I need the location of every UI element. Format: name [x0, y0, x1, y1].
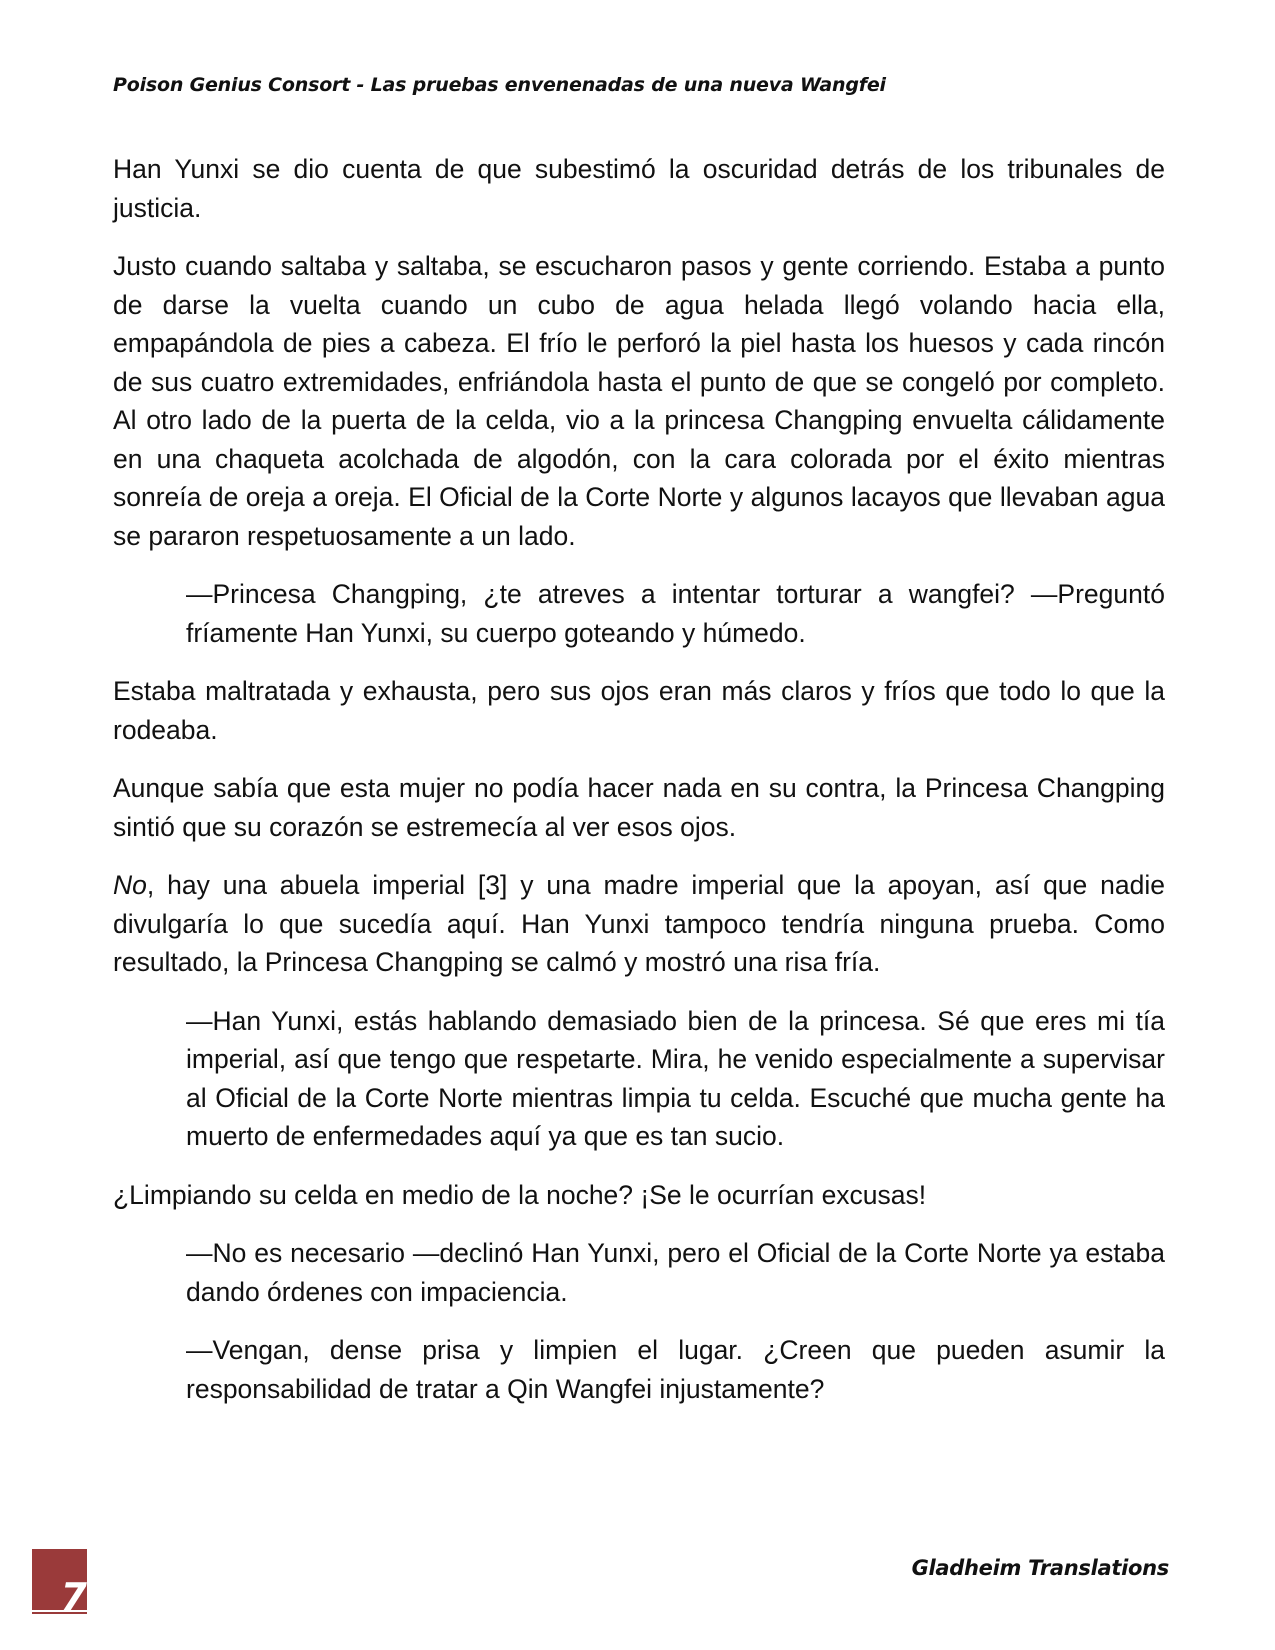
page-number-box	[32, 1549, 87, 1610]
paragraph: ¿Limpiando su celda en medio de la noche? ¡Se le ocurrían excusas!	[113, 1179, 927, 1210]
footer-credit: Gladheim Translations	[911, 1556, 1169, 1580]
dialogue-paragraph: —Han Yunxi, estás hablando demasiado bien de la princesa. Sé que eres mi tía imperial, así que tengo que respetarte. Mira, he venido especialmente a supervisar al Oficial de la Corte Norte mientras limpia tu celda. Escuché que mucha gente ha muerto de enfermedades aquí ya que es tan sucio.	[186, 1005, 1165, 1151]
dialogue-paragraph: —Vengan, dense prisa y limpien el lugar. ¿Creen que pueden asumir la responsabilidad de tratar a Qin Wangfei injustamente?	[186, 1335, 1165, 1404]
paragraph: Aunque sabía que esta mujer no podía hacer nada en su contra, la Princesa Changping sintió que su corazón se estremecía al ver esos ojos.	[113, 773, 1165, 842]
paragraph: Estaba maltratada y exhausta, pero sus ojos eran más claros y fríos que todo lo que la rodeaba.	[113, 676, 1165, 745]
italic-word: No	[113, 870, 147, 900]
paragraph	[113, 866, 1165, 982]
paragraph: Han Yunxi se dio cuenta de que subestimó la oscuridad detrás de los tribunales de justicia.	[113, 154, 1165, 223]
page-number: 7	[60, 1575, 87, 1610]
running-header: Poison Genius Consort - Las pruebas envenenadas de una nueva Wangfei	[113, 74, 886, 96]
paragraph: Justo cuando saltaba y saltaba, se escucharon pasos y gente corriendo. Estaba a punto de darse la vuelta cuando un cubo de agua helada llegó volando hacia ella, empapándola de pies a cabeza. El frío le perforó la piel hasta los huesos y cada rincón de sus cuatro extremidades, enfriándola hasta el punto de que se congeló por completo. Al otro lado de la puerta de la celda, vio a la princesa Changping envuelta cálidamente en una chaqueta acolchada de algodón, con la cara colorada por el éxito mientras sonreía de oreja a oreja. El Oficial de la Corte Norte y algunos lacayos que llevaban agua se pararon respetuosamente a un lado.	[113, 251, 1165, 551]
dialogue-paragraph: —Princesa Changping, ¿te atreves a intentar torturar a wangfei? —Preguntó fríamente Han Yunxi, su cuerpo goteando y húmedo.	[186, 579, 1165, 648]
document-body	[113, 150, 1165, 1408]
dialogue-paragraph: —No es necesario —declinó Han Yunxi, pero el Oficial de la Corte Norte ya estaba dando órdenes con impaciencia.	[186, 1238, 1165, 1307]
paragraph-text: , hay una abuela imperial [3] y una madre imperial que la apoyan, así que nadie divulgaría lo que sucedía aquí. Han Yunxi tampoco tendría ninguna prueba. Como resultado, la Princesa Changping se calmó y mostró una risa fría.	[113, 870, 1165, 977]
page-number-underline	[32, 1612, 87, 1614]
